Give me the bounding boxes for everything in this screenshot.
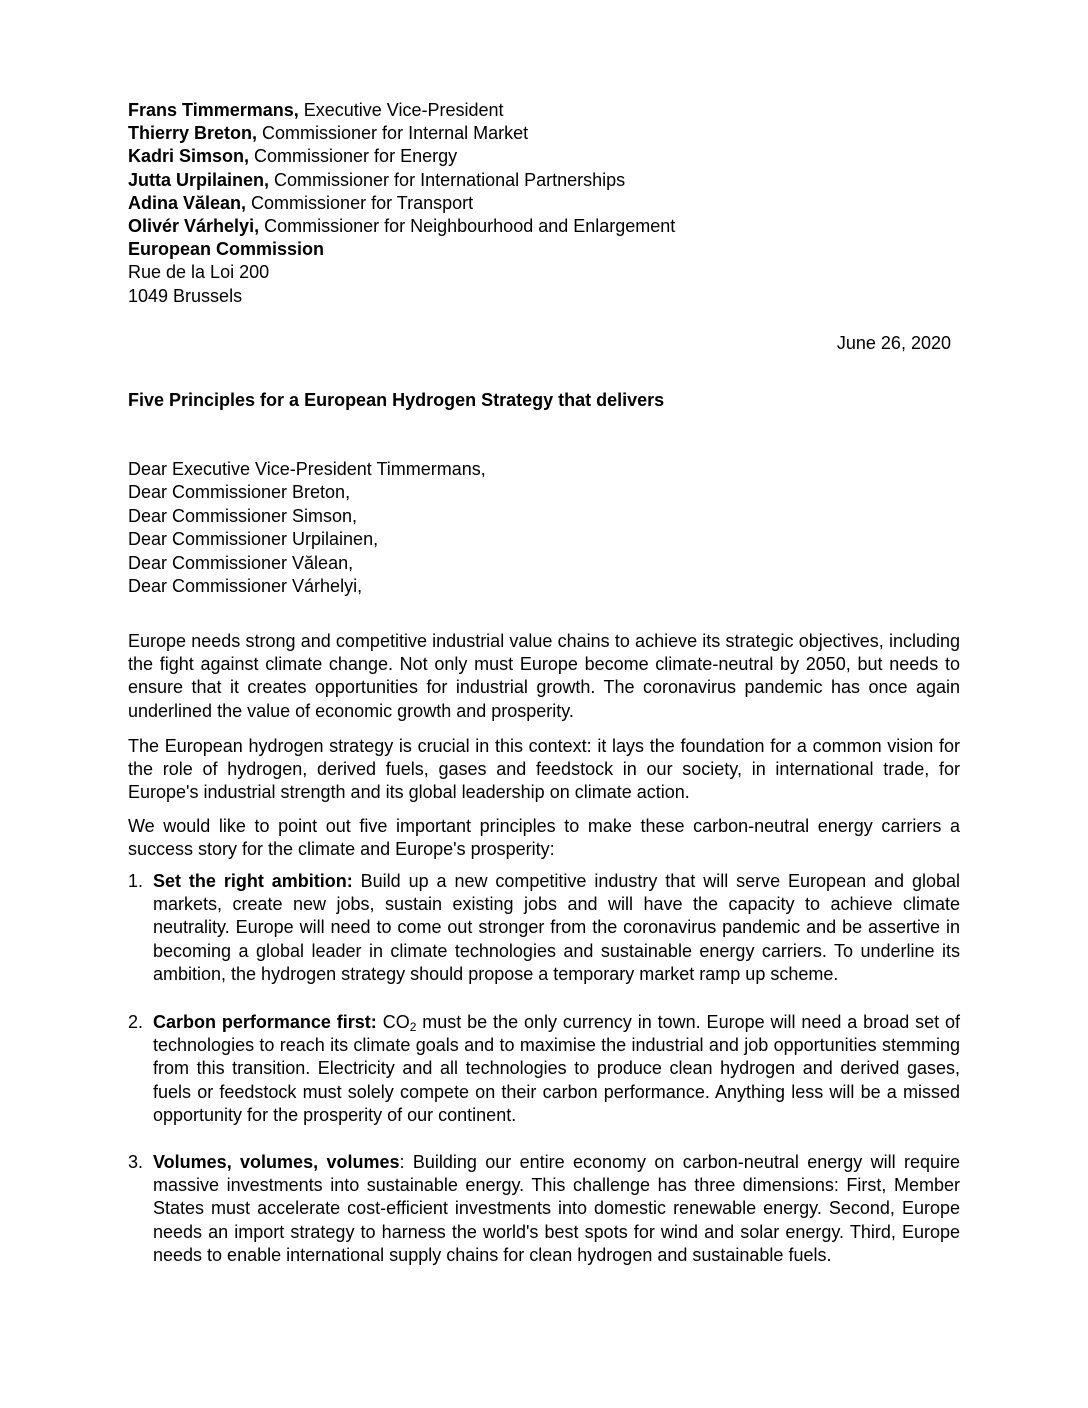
salutation-line: Dear Commissioner Breton, (128, 482, 351, 503)
recipient-address-block (128, 99, 675, 308)
recipient-role: Commissioner for Internal Market (257, 123, 529, 144)
recipient-name: Frans Timmermans, (128, 100, 299, 120)
recipient-line (128, 192, 675, 215)
principle-body: : Building our entire economy on carbon-neutral energy will require massive investments into sustainable energy. This challenge has three dimensions: First, Member States must accelerate cost-efficient investments into domestic renewable energy. Second, Europe needs an import strategy to harness the world's best spots for wind and solar energy. Third, Europe needs to enable international supply chains for clean hydrogen and sustainable fuels. (153, 1152, 960, 1265)
principle-item (128, 1151, 960, 1267)
salutation-line: Dear Commissioner Urpilainen, (128, 529, 379, 550)
recipient-role: Commissioner for Energy (249, 146, 458, 167)
recipient-name: Jutta Urpilainen, (128, 169, 270, 190)
recipient-name: Adina Vălean, (128, 192, 247, 213)
principle-text (153, 870, 960, 986)
recipient-role: Commissioner for Transport (246, 192, 474, 213)
salutation-line: Dear Commissioner Várhelyi, (128, 576, 363, 597)
recipient-line (128, 145, 675, 168)
principle-text (153, 1151, 960, 1267)
body-paragraph: Europe needs strong and competitive industrial value chains to achieve its strategic objectives, including the fight against climate change. Not only must Europe become climate-neutral by 2050, but needs to ensure that it creates opportunities for industrial growth. The coronavirus pandemic has once again underlined the value of economic growth and prosperity. (128, 631, 960, 721)
principle-heading: Carbon performance first: (153, 1012, 377, 1032)
body-paragraph: We would like to point out five important principles to make these carbon-neutral energy carriers a success story for the climate and Europe's prosperity: (128, 816, 960, 860)
recipient-role: Commissioner for International Partnerships (269, 169, 626, 190)
recipient-line (128, 99, 675, 122)
recipient-name: Kadri Simson, (128, 146, 250, 167)
street-address: Rue de la Loi 200 (128, 262, 270, 283)
recipient-line (128, 122, 675, 145)
principle-heading: Volumes, volumes, volumes (153, 1152, 400, 1172)
institution-name: European Commission (128, 239, 325, 260)
salutation-line: Dear Commissioner Vălean, (128, 552, 354, 573)
principle-text (153, 1011, 960, 1127)
principle-number: 1. (128, 871, 144, 891)
letter-date: June 26, 2020 (836, 333, 951, 353)
body-paragraph: The European hydrogen strategy is crucial in this context: it lays the foundation for a common vision for the role of hydrogen, derived fuels, gases and feedstock in our society, in international trade, for Europe's industrial strength and its global leadership on climate action. (128, 736, 960, 803)
recipient-name: Thierry Breton, (128, 123, 258, 144)
letter-subject: Five Principles for a European Hydrogen Strategy that delivers (128, 390, 665, 410)
principle-number: 2. (128, 1012, 144, 1032)
principle-item (128, 1011, 960, 1127)
recipient-line (128, 215, 675, 238)
recipient-name: Olivér Várhelyi, (128, 216, 260, 237)
co2-subscript: 2 (409, 1020, 417, 1034)
principle-body: Build up a new competitive industry that will serve European and global markets, create new jobs, sustain existing jobs and will have the capacity to achieve climate neutrality. Europe will need to come out stronger from the coronavirus pandemic and be assertive in becoming a global leader in climate technologies and sustainable energy carriers. To underline its ambition, the hydrogen strategy should propose a temporary market ramp up scheme. (153, 871, 960, 984)
principle-item (128, 870, 960, 986)
salutation-block (128, 458, 486, 598)
principle-number: 3. (128, 1152, 144, 1172)
principle-heading: Set the right ambition: (153, 871, 353, 891)
salutation-line: Dear Executive Vice-President Timmermans, (128, 459, 486, 479)
principle-body: must be the only currency in town. Europe will need a broad set of technologies to reach its climate goals and to maximise the industrial and job opportunities stemming from this transition. Electricity and all technologies to produce clean hydrogen and derived gases, fuels or feedstock must solely compete on their carbon performance. Anything less will be a missed opportunity for the prosperity of our continent. (153, 1012, 960, 1125)
city-address: 1049 Brussels (128, 285, 243, 306)
co2-label: CO (376, 1012, 410, 1032)
salutation-line: Dear Commissioner Simson, (128, 505, 358, 526)
recipient-line (128, 169, 675, 192)
recipient-role: Executive Vice-President (298, 100, 504, 120)
recipient-role: Commissioner for Neighbourhood and Enlargement (259, 216, 676, 237)
